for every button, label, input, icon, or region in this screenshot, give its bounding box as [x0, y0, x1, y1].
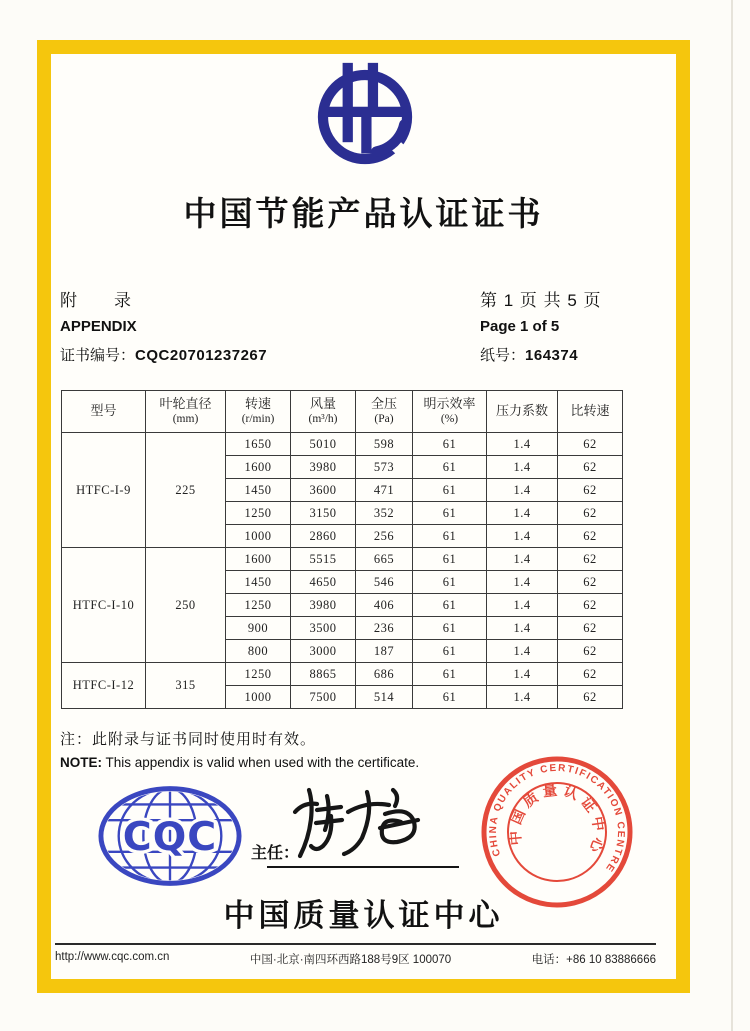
spec-cell: 1.4	[487, 433, 558, 456]
spec-cell: 236	[356, 617, 413, 640]
appendix-block-right	[480, 286, 602, 365]
diameter-cell: 315	[146, 663, 226, 709]
spec-cell: 471	[356, 479, 413, 502]
note-en	[60, 755, 419, 770]
spec-cell: 62	[558, 640, 623, 663]
spec-col-header: 压力系数	[487, 391, 558, 433]
spec-col-header: 明示效率 (%)	[413, 391, 487, 433]
spec-cell: 1450	[226, 479, 291, 502]
spec-cell: 3000	[291, 640, 356, 663]
stamp-text-zh: 中国质量认证中心	[507, 782, 607, 859]
cqc-logo-icon	[96, 784, 244, 888]
spec-col-header: 全压 (Pa)	[356, 391, 413, 433]
certificate-number-value: CQC20701237267	[135, 347, 268, 364]
spec-cell: 8865	[291, 663, 356, 686]
spec-cell: 1.4	[487, 686, 558, 709]
scan-edge-shadow	[731, 0, 733, 1031]
spec-cell: 1.4	[487, 640, 558, 663]
spec-cell: 573	[356, 456, 413, 479]
spec-col-header: 比转速	[558, 391, 623, 433]
cecp-energy-logo-icon	[309, 60, 421, 174]
paper-number-label: 纸号：	[480, 347, 526, 364]
note-en-text: This appendix is valid when used with the certificate.	[102, 755, 420, 770]
certificate-border-frame	[37, 40, 690, 993]
spec-cell: 1600	[226, 456, 291, 479]
spec-cell: 1000	[226, 686, 291, 709]
spec-cell: 62	[558, 617, 623, 640]
spec-cell: 1.4	[487, 456, 558, 479]
spec-cell: 5010	[291, 433, 356, 456]
spec-cell: 62	[558, 525, 623, 548]
spec-col-header: 型号	[62, 391, 146, 433]
cqc-logo-text: CQC	[122, 813, 218, 860]
spec-cell: 61	[413, 502, 487, 525]
spec-cell: 61	[413, 456, 487, 479]
footer-address: 中国·北京·南四环西路188号9区 100070	[249, 954, 452, 966]
spec-table-head	[62, 391, 623, 433]
spec-cell: 4650	[291, 571, 356, 594]
spec-row	[62, 433, 623, 456]
spec-cell: 3500	[291, 617, 356, 640]
diameter-cell: 250	[146, 548, 226, 663]
spec-cell: 665	[356, 548, 413, 571]
spec-row	[62, 548, 623, 571]
footer	[55, 951, 656, 967]
spec-col-header: 叶轮直径 (mm)	[146, 391, 226, 433]
spec-cell: 62	[558, 479, 623, 502]
paper-number-value: 164374	[525, 347, 579, 364]
spec-cell: 61	[413, 686, 487, 709]
spec-cell: 62	[558, 663, 623, 686]
appendix-label-zh: 附 录	[60, 291, 132, 310]
spec-cell: 2860	[291, 525, 356, 548]
note-zh: 注：此附录与证书同时使用时有效。	[60, 731, 317, 748]
spec-cell: 62	[558, 502, 623, 525]
page-indicator-en: Page 1 of 5	[480, 318, 560, 335]
spec-row	[62, 663, 623, 686]
spec-cell: 1.4	[487, 502, 558, 525]
model-cell: HTFC-I-9	[62, 433, 146, 548]
spec-cell: 800	[226, 640, 291, 663]
spec-cell: 62	[558, 571, 623, 594]
footer-phone: 电话：+86 10 83886666	[531, 954, 656, 966]
spec-cell: 1.4	[487, 617, 558, 640]
spec-table	[61, 390, 623, 709]
spec-cell: 1600	[226, 548, 291, 571]
spec-cell: 5515	[291, 548, 356, 571]
stamp-text-en: CHINA QUALITY CERTIFICATION CENTRE	[487, 762, 627, 875]
page-indicator-zh: 第 1 页 共 5 页	[480, 291, 602, 310]
certificate-number-line	[60, 344, 267, 365]
spec-cell: 514	[356, 686, 413, 709]
spec-cell: 406	[356, 594, 413, 617]
spec-cell: 62	[558, 594, 623, 617]
spec-cell: 1.4	[487, 548, 558, 571]
spec-col-header: 转速 (r/min)	[226, 391, 291, 433]
spec-cell: 61	[413, 617, 487, 640]
spec-cell: 1450	[226, 571, 291, 594]
spec-cell: 352	[356, 502, 413, 525]
spec-cell: 1250	[226, 502, 291, 525]
spec-cell: 62	[558, 433, 623, 456]
footer-divider	[55, 943, 656, 945]
spec-cell: 3980	[291, 456, 356, 479]
spec-cell: 61	[413, 525, 487, 548]
spec-cell: 62	[558, 686, 623, 709]
spec-cell: 62	[558, 548, 623, 571]
spec-cell: 1250	[226, 663, 291, 686]
spec-cell: 1650	[226, 433, 291, 456]
spec-cell: 3600	[291, 479, 356, 502]
issuer-name: 中国质量认证中心	[223, 898, 504, 933]
spec-cell: 3980	[291, 594, 356, 617]
director-signature	[285, 784, 457, 866]
diameter-cell: 225	[146, 433, 226, 548]
spec-cell: 61	[413, 594, 487, 617]
appendix-block-left	[60, 286, 267, 365]
spec-cell: 61	[413, 433, 487, 456]
spec-cell: 61	[413, 571, 487, 594]
spec-cell: 62	[558, 456, 623, 479]
spec-cell: 1.4	[487, 479, 558, 502]
spec-cell: 1.4	[487, 571, 558, 594]
spec-col-header: 风量 (m³/h)	[291, 391, 356, 433]
spec-cell: 1000	[226, 525, 291, 548]
note-en-label: NOTE:	[60, 755, 102, 770]
spec-cell: 1250	[226, 594, 291, 617]
signature-line	[267, 866, 459, 868]
director-label: 主任：	[251, 845, 300, 862]
official-stamp-icon	[477, 752, 637, 912]
spec-cell: 1.4	[487, 525, 558, 548]
spec-cell: 546	[356, 571, 413, 594]
spec-cell: 61	[413, 663, 487, 686]
footer-url: http://www.cqc.com.cn	[55, 951, 170, 963]
spec-cell: 61	[413, 479, 487, 502]
spec-cell: 3150	[291, 502, 356, 525]
model-cell: HTFC-I-12	[62, 663, 146, 709]
certificate-number-label: 证书编号：	[60, 347, 136, 364]
paper-number-line	[480, 344, 602, 365]
spec-cell: 61	[413, 548, 487, 571]
spec-cell: 256	[356, 525, 413, 548]
spec-cell: 7500	[291, 686, 356, 709]
spec-cell: 686	[356, 663, 413, 686]
spec-cell: 1.4	[487, 663, 558, 686]
spec-cell: 61	[413, 640, 487, 663]
spec-cell: 900	[226, 617, 291, 640]
svg-text:CHINA QUALITY CERTIFICATION CE	[484, 754, 635, 876]
spec-cell: 598	[356, 433, 413, 456]
spec-cell: 187	[356, 640, 413, 663]
certificate-title: 中国节能产品认证证书	[183, 195, 544, 232]
appendix-label-en: APPENDIX	[60, 318, 137, 335]
model-cell: HTFC-I-10	[62, 548, 146, 663]
spec-cell: 1.4	[487, 594, 558, 617]
spec-table-body	[62, 433, 623, 709]
